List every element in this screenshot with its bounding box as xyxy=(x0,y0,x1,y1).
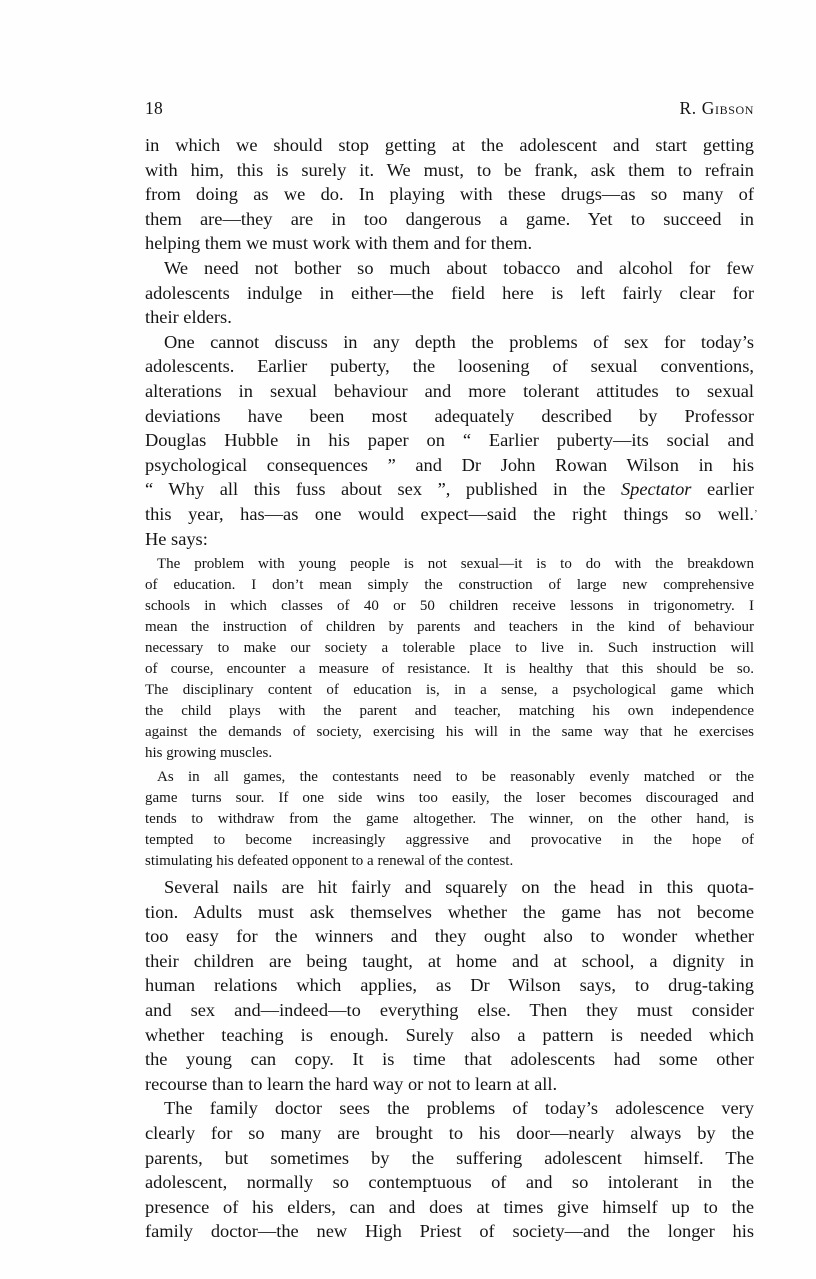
text-line: human relations which applies, as Dr Wilson says, to drug-taking xyxy=(145,975,754,996)
block-quote-paragraph xyxy=(145,767,754,872)
text-line: them are—they are in too dangerous a game. Yet to succeed in xyxy=(145,208,754,229)
text-line: deviations have been most adequately described by Professor xyxy=(145,405,754,426)
text-line: The family doctor sees the problems of today’s adolescence very xyxy=(164,1098,754,1119)
text-line: of course, encounter a measure of resistance. It is healthy that this should be so. xyxy=(145,661,754,678)
text-line: whether teaching is enough. Surely also a pattern is needed which xyxy=(145,1024,754,1045)
body-paragraph xyxy=(145,1096,754,1244)
text-line: “ Why all this fuss about sex ”, published in the Spectator earlier xyxy=(145,479,754,500)
text-line: presence of his elders, can and does at times give himself up to the xyxy=(145,1196,754,1217)
page-body-text xyxy=(145,133,754,1244)
text-line: stimulating his defeated opponent to a renewal of the contest. xyxy=(145,853,514,870)
text-line: mean the instruction of children by parents and teachers in the kind of behaviour xyxy=(145,619,754,636)
text-line: As in all games, the contestants need to be reasonably evenly matched or the xyxy=(157,769,754,786)
text-line: the child plays with the parent and teacher, matching his own independence xyxy=(145,703,754,720)
text-line: clearly for so many are brought to his door—nearly always by the xyxy=(145,1123,754,1144)
text-line: The problem with young people is not sexual—it is to do with the breakdown xyxy=(157,556,754,573)
body-paragraph xyxy=(145,256,754,330)
text-line: in which we should stop getting at the adolescent and start getting xyxy=(145,135,754,155)
text-line: Douglas Hubble in his paper on “ Earlier puberty—its social and xyxy=(145,430,754,451)
text-line: alterations in sexual behaviour and more tolerant attitudes to sexual xyxy=(145,380,754,401)
text-line: Several nails are hit fairly and squarely on the head in this quota- xyxy=(164,877,754,898)
text-line: with him, this is surely it. We must, to be frank, ask them to refrain xyxy=(145,159,754,180)
text-line: parents, but sometimes by the suffering adolescent himself. The xyxy=(145,1147,754,1168)
text-line: their children are being taught, at home and at school, a dignity in xyxy=(145,950,754,971)
text-line: psychological consequences ” and Dr John Rowan Wilson in his xyxy=(145,454,754,475)
block-quote-paragraph xyxy=(145,554,754,764)
text-line: helping them we must work with them and for them. xyxy=(145,233,533,254)
text-line: adolescents. Earlier puberty, the loosening of sexual conventions, xyxy=(145,356,754,377)
text-line: adolescent, normally so contemptuous of and so intolerant in the xyxy=(145,1172,754,1193)
text-line: necessary to make our society a tolerable place to live in. Such instruction will xyxy=(145,640,754,657)
body-paragraph xyxy=(145,330,754,551)
body-paragraph xyxy=(145,133,754,256)
scan-artifact-mark: ’ xyxy=(754,508,758,520)
text-line: adolescents indulge in either—the field here is left fairly clear for xyxy=(145,282,754,303)
running-header xyxy=(145,99,754,117)
text-block xyxy=(145,99,754,1244)
text-line: tempted to become increasingly aggressive and provocative in the hope of xyxy=(145,832,754,849)
text-line: this year, has—as one would expect—said the right things so well. xyxy=(145,503,754,524)
text-line: and sex and—indeed—to everything else. Then they must consider xyxy=(145,1000,754,1021)
text-line: schools in which classes of 40 or 50 children receive lessons in trigonometry. I xyxy=(145,598,754,615)
text-line: One cannot discuss in any depth the problems of sex for today’s xyxy=(164,331,754,352)
text-line: We need not bother so much about tobacco and alcohol for few xyxy=(164,257,754,278)
running-head-author: R. Gibson xyxy=(679,98,754,118)
text-line: recourse than to learn the hard way or not to learn at all. xyxy=(145,1073,558,1094)
text-line: the young can copy. It is time that adolescents had some other xyxy=(145,1049,754,1070)
body-paragraph xyxy=(145,875,754,1096)
text-line: their elders. xyxy=(145,307,232,328)
page-number: 18 xyxy=(145,98,164,118)
text-line: too easy for the winners and they ought also to wonder whether xyxy=(145,926,754,947)
text-line: against the demands of society, exercising his will in the same way that he exercises xyxy=(145,724,754,741)
text-line: family doctor—the new High Priest of society—and the longer his xyxy=(145,1221,754,1242)
text-line: game turns sour. If one side wins too easily, the loser becomes discouraged and xyxy=(145,790,754,807)
text-line: tends to withdraw from the game altogether. The winner, on the other hand, is xyxy=(145,811,754,828)
text-line: The disciplinary content of education is, in a sense, a psychological game which xyxy=(145,682,754,699)
text-line: He says: xyxy=(145,528,208,549)
text-line: from doing as we do. In playing with these drugs—as so many of xyxy=(145,184,754,205)
text-line: his growing muscles. xyxy=(145,745,273,762)
text-line: tion. Adults must ask themselves whether the game has not become xyxy=(145,901,754,922)
text-line: of education. I don’t mean simply the construction of large new comprehensive xyxy=(145,577,754,594)
